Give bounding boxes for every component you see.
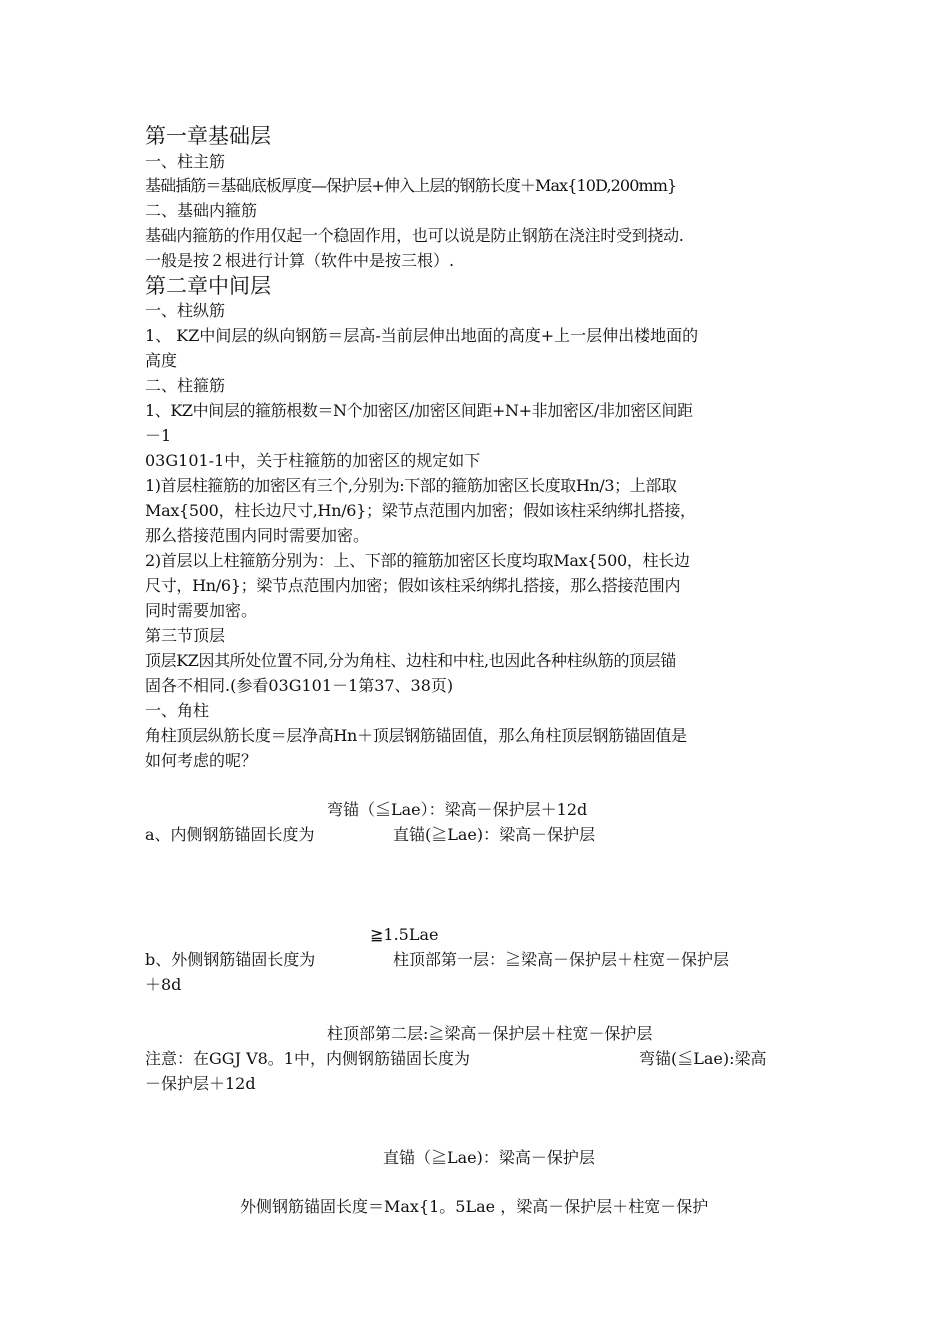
note-bend-anchor-cont: －保护层＋12d xyxy=(145,1074,256,1093)
note-straight-anchor: 直锚（≧Lae)：梁高－保护层 xyxy=(383,1148,595,1167)
chapter1-section2-line1: 基础内箍筋的作用仅起一个稳固作用，也可以说是防止钢筋在浇注时受到挠动. xyxy=(145,226,684,245)
chapter1-section2-line2: 一般是按２根进行计算（软件中是按三根）. xyxy=(145,251,455,270)
outer-first-layer: 柱顶部第一层：≧梁高－保护层＋柱宽－保护层 xyxy=(393,950,730,969)
outer-anchor-label: b、外侧钢筋锚固长度为 xyxy=(145,950,316,969)
chapter2-title: 第二章中间层 xyxy=(145,274,271,298)
note-bend-anchor: 弯锚(≦Lae):梁高 xyxy=(639,1049,767,1068)
section3-intro-line2: 固各不相同.(参看03G101－1第37、38页) xyxy=(145,676,454,695)
corner-column-heading: 一、角柱 xyxy=(145,701,210,720)
chapter2-section2-line2: －1 xyxy=(145,426,172,445)
inner-anchor-label: a、内侧钢筋锚固长度为 xyxy=(145,825,315,844)
chapter2-section1-line2: 高度 xyxy=(145,351,178,370)
corner-column-line1: 角柱顶层纵筋长度＝层净高Hn＋顶层钢筋锚固值，那么角柱顶层钢筋锚固值是 xyxy=(145,726,687,745)
chapter2-section1-heading: 一、柱纵筋 xyxy=(145,301,226,320)
chapter1-section1-heading: 一、柱主筋 xyxy=(145,152,226,171)
chapter2-rule2-line3: 同时需要加密。 xyxy=(145,601,258,620)
chapter2-rule2-line1: 2)首层以上柱箍筋分别为：上、下部的箍筋加密区长度均取Max{500，柱长边 xyxy=(145,551,690,570)
chapter2-rule1-line1: 1)首层柱箍筋的加密区有三个,分别为:下部的箍筋加密区长度取Hn/3；上部取 xyxy=(145,476,677,495)
outer-min-anchor: ≧1.5Lae xyxy=(370,925,439,944)
note-label: 注意：在GGJ V8。1中，内侧钢筋锚固长度为 xyxy=(145,1049,470,1068)
inner-straight-anchor: 直锚(≧Lae)：梁高－保护层 xyxy=(393,825,596,844)
inner-bend-anchor: 弯锚（≦Lae）：梁高－保护层＋12d xyxy=(327,800,588,819)
chapter2-rule2-line2: 尺寸，Hn/6}；梁节点范围内加密；假如该柱采纳绑扎搭接，那么搭接范围内 xyxy=(145,576,681,595)
section3-intro-line1: 顶层KZ因其所处位置不同,分为角柱、边柱和中柱,也因此各种柱纵筋的顶层锚 xyxy=(145,651,676,670)
section3-title: 第三节顶层 xyxy=(145,626,226,645)
chapter2-rule1-line3: 那么搭接范围内同时需要加密。 xyxy=(145,526,370,545)
outer-first-layer-cont: ＋8d xyxy=(145,975,182,994)
chapter1-section2-heading: 二、基础内箍筋 xyxy=(145,201,258,220)
corner-column-line2: 如何考虑的呢？ xyxy=(145,751,258,770)
chapter2-section2-heading: 二、柱箍筋 xyxy=(145,376,226,395)
chapter2-section1-line1: 1、 KZ中间层的纵向钢筋＝层高-当前层伸出地面的高度+上一层伸出楼地面的 xyxy=(145,326,699,345)
outer-second-layer: 柱顶部第二层:≧梁高－保护层＋柱宽－保护层 xyxy=(327,1024,653,1043)
chapter1-title: 第一章基础层 xyxy=(145,124,271,148)
chapter1-section1-text: 基础插筋＝基础底板厚度—保护层+伸入上层的钢筋长度＋Max{10D,200mm} xyxy=(145,176,677,195)
outer-anchor-formula: 外侧钢筋锚固长度＝Max{1。5Lae ，梁高－保护层＋柱宽－保护 xyxy=(240,1197,709,1216)
chapter2-section2-line3: 03G101-1中，关于柱箍筋的加密区的规定如下 xyxy=(145,451,481,470)
chapter2-section2-line1: 1、KZ中间层的箍筋根数＝N个加密区/加密区间距+N+非加密区/非加密区间距 xyxy=(145,401,693,420)
chapter2-rule1-line2: Max{500，柱长边尺寸,Hn/6}；梁节点范围内加密；假如该柱采纳绑扎搭接， xyxy=(145,501,696,520)
